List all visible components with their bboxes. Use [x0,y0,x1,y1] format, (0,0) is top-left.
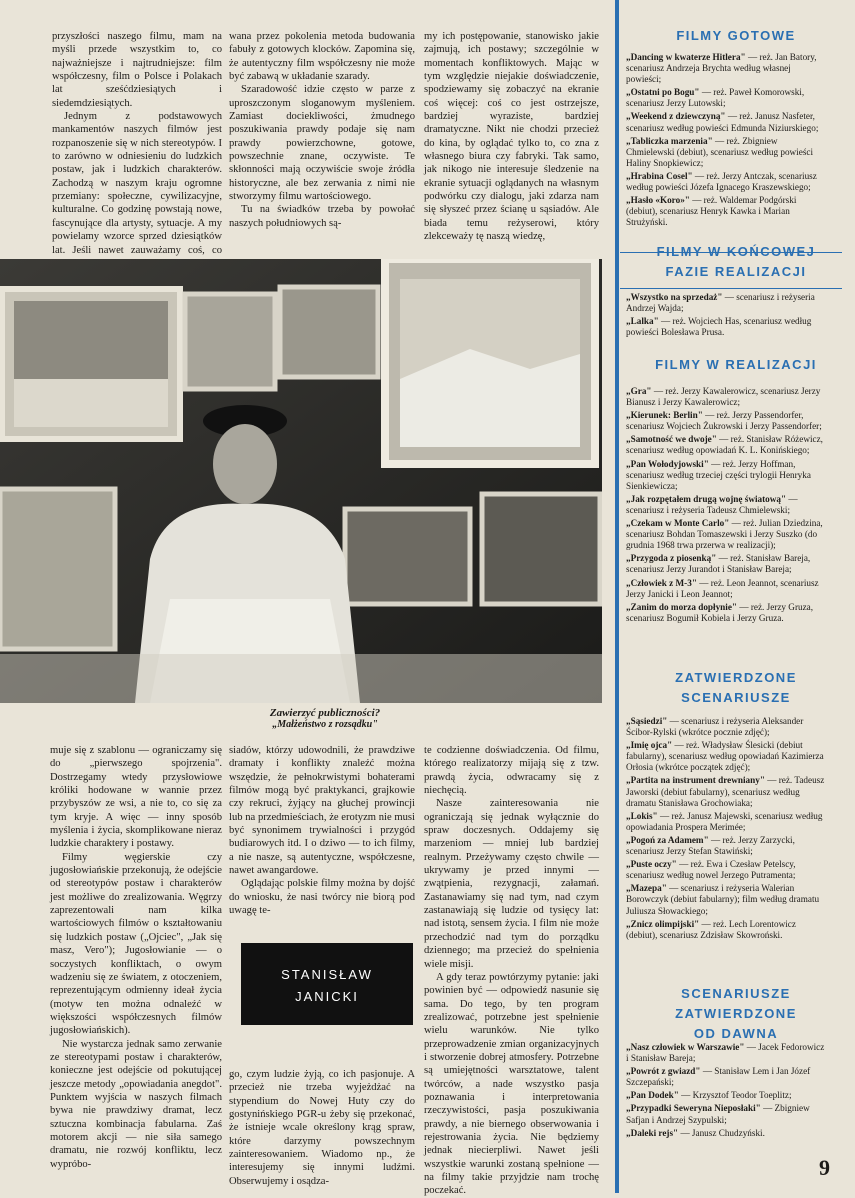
film-title: „Lokis" [626,810,658,821]
list-approved-long-ago [626,1042,826,1141]
film-title: „Sąsiedzi" [626,716,668,726]
film-title: „Kierunek: Berlin" [626,410,703,421]
film-entry [626,1090,826,1101]
film-entry [626,578,826,600]
article-column-5 [229,744,415,917]
paragraph: go, czym ludzie żyją, co ich pasjonuje. A przecież nie trzeba wyjeżdżać na stypendium do Nowej Huty czy do gostynińskiego PGR-u żeby się przekonać, że istnieje wcale określony krąg spraw, które darzymy powszechnym zainteresowaniem. Wiadomo np., że interesujemy się innymi ludźmi. Obserwujemy i osądza- [229,1069,415,1187]
film-credits: — reż. Janusz Majewski, scenariusz według opowiadania Prospera Merimée; [626,810,823,832]
article-column-1 [52,30,222,270]
film-title: „Gra" [626,386,652,396]
film-credits: — reż. Zbigniew Chmielewski (debiut), scenariusz według powieści Haliny Snopkiewicz; [626,135,814,168]
film-entry [626,775,826,808]
film-title: „Przypadki Seweryna Nieposłaki" [626,1103,761,1114]
list-approved [626,716,826,943]
film-credits: — reż. Jerzy Kawalerowicz, scenariusz Jerzy Bianusz i Jerzy Kawalerowicz; [626,386,821,408]
film-entry [626,111,826,133]
film-entry [626,835,826,857]
paragraph: muje się z szablonu — ograniczamy się do „pierwszego spojrzenia". Dostrzegamy wtedy przysłowiowe króliki hodowane w wannie przez przybyszów ze wsi, a nie to, co się za tym kryje. A więc — inny sposób myślenia i życia, skomplikowane nieraz ludzkie charaktery i postawy. [50,745,222,850]
film-title: „Dancing w kwaterze Hitlera" [626,52,746,62]
article-column-6 [424,744,599,1198]
film-credits: — Janusz Chudzyński. [678,1127,765,1138]
film-credits: — reż. Tadeusz Jaworski (debiut fabularny), scenariusz według dramatu Stanisława Grochowiaka; [626,775,825,808]
film-credits: — reż. Leon Jeannot, scenariusz Jerzy Janicki i Leon Jeannot; [626,577,819,599]
film-credits: — reż. Paweł Komorowski, scenariusz Jerzy Lutowski; [626,87,805,109]
film-title: „Daleki rejs" [626,1127,679,1138]
section-title-line: FILMY W KOŃCOWEJ [656,244,816,259]
film-title: „Człowiek z M-3" [626,577,697,588]
caption-line-2: „Małżeństwo z rozsądku" [272,719,378,730]
section-title-final-stage [620,242,852,282]
film-credits: — Stanisław Lem i Jan Józef Szczepański; [626,1066,811,1088]
film-list-sidebar [604,0,855,1193]
section-title-in-production: FILMY W REALIZACJI [655,357,817,372]
section-title-line: ZATWIERDZONE [675,1006,797,1021]
article-column-3 [424,30,599,244]
article-column-2 [229,30,415,230]
film-title: „Powrót z gwiazd" [626,1066,701,1077]
film-credits: — reż. Stanisław Różewicz, scenariusz według opowiadań K. L. Konińskiego; [626,434,823,456]
film-credits: — reż. Jan Batory, scenariusz Andrzeja Brychta według własnej powieści; [626,52,817,85]
film-credits: — reż. Stanisław Bareja, scenariusz Jerzy Jurandot i Stanisław Bareja; [626,553,811,575]
film-entry [626,171,826,193]
film-entry [626,459,826,492]
film-credits: — scenariusz i reżyseria Tadeusz Chmielewski; [626,493,798,515]
article-photo [0,259,602,703]
film-entry [626,883,826,916]
film-entry [626,811,826,833]
film-entry [626,553,826,575]
film-credits: — reż. Jerzy Passendorfer, scenariusz Wojciech Żukrowski i Jerzy Passendorfer; [626,410,822,432]
film-title: „Weekend z dziewczyną" [626,111,726,122]
film-credits: — reż. Jerzy Antczak, scenariusz według powieści Józefa Ignacego Kraszewskiego; [626,170,817,193]
caption-line-1: Zawierzyć publiczności? [269,707,381,719]
film-credits: — reż. Jerzy Zarzycki, scenariusz Jerzy Stefan Stawiński; [626,834,795,857]
film-credits: — scenariusz i reżyseria Walerian Borowczyk (debiut fabularny); film według dramatu Juliusza Słowackiego; [626,883,820,916]
film-credits: — Zbigniew Safjan i Andrzej Szypulski; [626,1103,810,1125]
film-entry [626,919,826,941]
film-entry [626,136,826,169]
film-entry [626,1066,826,1088]
photo-caption [200,707,450,731]
paragraph: te codzienne doświadczenia. Od filmu, którego realizatorzy mijają się z tzw. prawdą życia, odwracamy się z niechęcią. [424,745,599,797]
list-in-production [626,386,826,626]
film-credits: — reż. Wojciech Has, scenariusz według powieści Bolesława Prusa. [626,316,812,338]
page-number: 9 [819,1155,830,1180]
film-entry [626,316,826,338]
film-entry [626,602,826,624]
film-entry [626,716,826,738]
film-credits: — reż. Jerzy Hoffman, scenariusz według trzeciej części trylogii Henryka Sienkiewicza; [626,458,811,491]
film-entry [626,494,826,516]
film-credits: — reż. Jerzy Gruza, scenariusz Bogumił Kobiela i Jerzy Gruza. [626,601,814,623]
paragraph: A gdy teraz powtórzymy pytanie: jaki powinien być — odpowiedź nasunie się sama. Do tego, by ten program zrealizować, potrzebne jest spełnienie wielu warunków. Nie tylko przeprowadzenie zmian organizacyjnych i stworzenie dobrej atmosfery. Potrzebne są umiejętności warsztatowe, talent twórców, a nade wszystko pasja poznawania i interpretowania rzeczywistości, pasja poszukiwania prawdy, a nie biernego obserwowania i rejestrowania życia. Nie będziemy jednak niecierpliwi. Nawet jeśli wszystkie warunki zostaną spełnione — na filmy takie przyjdzie nam trochę poczekać. [424,971,599,1197]
paragraph: Szaradowość idzie często w parze z uproszczonym sloganowym myśleniem. Zamiast dociekliwości, żmudnego poszukiwania prawdy podaje się nam prawdy powierzchowne, gotowe, powszechnie znane, oczywiste. Te skłonności mają oczywiście swoje źródła historyczne, ale bez zerwania z nimi nie stworzymy filmu wartościowego. [229,84,415,203]
paragraph: Tu na świadków trzeba by powołać naszych południowych są- [229,204,415,229]
author-first-name: STANISŁAW [281,967,373,982]
film-entry [626,434,826,456]
film-credits: — scenariusz i reżyseria Andrzej Wajda; [626,292,815,314]
paragraph: siadów, którzy udowodnili, że prawdziwe dramaty i konflikty znaleźć można wszędzie, że pełnokrwistymi bohaterami filmów mogą być praktykanci, grajkowie czy rekruci, żyjący na głuchej prowincji lub na przedmieściach, że erotyzm nie musi być synonimem trywialności i przygód budiarowych itd. I o dziwo — to ich filmy, a nie nasze, są autentyczne, współczesne, nawet awangardowe. [229,745,415,877]
film-entry [626,518,826,551]
film-title: „Pan Wołodyjowski" [626,458,709,469]
section-title-line: SCENARIUSZE [681,986,791,1001]
paragraph: my ich postępowanie, stanowisko jakie zajmują, ich postawy; szczególnie w momentach konfliktowych. Mając w tym względzie niejakie doświadczenie, spodziewamy się zobaczyć na ekranie coś więcej: coś co jest ostrzejsze, bardziej wyraziste, bardziej dramatyczne. Nikt nie chodzi przecież do kina, by oglądać tylko to, co zna z własnego biura czy fabryki. Tak samo, jak nikogo nie interesuje śledzenie na ekranie sytuacji oglądanych na własnym podwórku czy dialogu, jaki zdarza nam się słyszeć przez ścianę u sąsiadów. Ale biada temu reżyserowi, który zlekceważy tę naszą wiedzę, [424,31,599,243]
film-title: „Pan Dodek" [626,1090,679,1101]
film-entry [626,1128,826,1139]
film-title: „Pogoń za Adamem" [626,834,709,845]
film-entry [626,52,826,85]
film-entry [626,859,826,881]
film-title: „Wszystko na sprzedaż" [626,292,723,302]
paragraph: przyszłości naszego filmu, mam na myśli przede wszystkim to, co najważniejsze i najtrudniejsze: film współczesny, film o Polsce i Polakach lat sześćdziesiątych i siedemdziesiątych. [52,31,222,109]
film-credits: — Jacek Fedorowicz i Stanisław Bareja; [626,1042,825,1064]
article-column-4 [50,744,222,1171]
film-title: „Hrabina Cosel" [626,170,693,181]
section-title-line: ZATWIERDZONE [675,670,797,685]
section-title-finished: FILMY GOTOWE [676,28,796,43]
film-title: „Tabliczka marzenia" [626,135,713,146]
film-title: „Imię ojca" [626,740,673,751]
film-credits: — Krzysztof Teodor Toeplitz; [678,1090,792,1101]
film-entry [626,292,826,314]
film-credits: — reż. Janusz Nasfeter, scenariusz według powieści Edmunda Niziurskiego; [626,111,819,133]
film-entry [626,1042,826,1064]
sidebar-rule [615,0,619,1193]
section-title-approved-long-ago [620,984,852,1044]
film-entry [626,195,826,228]
paragraph: Jednym z podstawowych mankamentów naszych filmów jest rozpanoszenie się w nich stereotypów. I to zarówno w odniesieniu do ludzkich postaw, jak i ludzkich charakterów. Zachodzą w naszym kraju ogromne przemiany: społeczne, cywilizacyjne, kulturalne. Co godzinę powstają nowe, fascynujące dla artysty, sytuacje. A my powielamy wzorce sprzed dziesiątków lat. Jeśli nawet zauważamy coś, co [52,111,222,256]
film-title: „Lalka" [626,316,659,327]
film-title: „Mazepa" [626,883,667,894]
paragraph: wana przez pokolenia metoda budowania fabuły z gotowych klocków. Zapomina się, że autentyczny film współczesny nie może być zabawą w układanie szarady. [229,31,415,83]
article-column-5b [229,1068,415,1188]
film-credits: — scenariusz i reżyseria Aleksander Ścibor-Rylski (wkrótce pocznie zdjęć); [626,716,804,738]
film-title: „Znicz olimpijski" [626,918,700,929]
section-title-line: FAZIE REALIZACJI [665,264,807,279]
list-finished [626,52,826,230]
film-credits: — reż. Władysław Ślesicki (debiut fabularny), scenariusz według opowiadań Kazimierza Orłosia (wkrótce początek zdjęć); [626,740,824,773]
film-title: „Ostatni po Bogu" [626,87,700,98]
film-title: „Zanim do morza dopłynie" [626,601,738,612]
film-title: „Samotność we dwoje" [626,434,717,445]
film-entry [626,87,826,109]
film-title: „Jak rozpętałem drugą wojnę światową" [626,493,787,504]
author-name-box [241,943,413,1025]
film-title: „Puste oczy" [626,859,677,870]
film-title: „Przygoda z piosenką" [626,553,717,564]
photo-illustration [0,259,602,703]
paragraph: Nasze zainteresowania nie ograniczają się jednak wyłącznie do spraw doczesnych. Oddajemy się marzeniom — mniej lub bardziej realnym. Przeżywamy często chwile — ukrywamy je przed innymi — zwątpienia, rezygnacji, załamań. Zastanawiamy się nad tym, nad czym zastanawiają się ludzie od tysięcy lat: nad istotą, sensem życia. I film nie może przechodzić nad tym do porządku dziennego; ma przecież do spełnienia wiele misji. [424,798,599,970]
paragraph: Oglądając polskie filmy można by dojść do wniosku, że nasi twórcy nie biorą pod uwagę te- [229,878,415,917]
film-credits: — reż. Julian Dziedzina, scenariusz Bohdan Tomaszewski i Jerzy Suszko (do grudnia 1968 trwa przerwa w realizacji); [626,518,823,551]
paragraph: Filmy węgierskie czy jugosłowiańskie przekonują, że odejście od stereotypów postaw i charakterów jest możliwe do zrealizowania. Węgrzy zaprezentowali nam kilka wartościowych filmów o kształtowaniu się ludzkich postaw („Ojciec", „Jak się masz, Vero"); Jugosłowianie — o soczystych konfliktach, o owym wadzeniu się ze światem, z otoczeniem, reprezentującym odmienny ideał życia (motyw ten można odnaleźć w większości współczesnych filmów jugosłowiańskich). [50,851,222,1037]
film-title: „Czekam w Monte Carlo" [626,518,730,529]
film-credits: — reż. Lech Lorentowicz (debiut), scenariusz Zdzisław Skowroński. [626,918,796,940]
section-title-line: SCENARIUSZE [681,690,791,705]
section-title-line: OD DAWNA [693,1026,779,1041]
film-entry [626,386,826,408]
divider [620,288,842,289]
film-entry [626,1103,826,1125]
paragraph: Nie wystarcza jednak samo zerwanie ze stereotypami postaw i charakterów, konieczne jest odejście od pokutującej jeszcze metody „opowiadania anegdot". Punktem wyjścia w naszych filmach bywa nie prawdziwy dramat, lecz sztuczna kombinacja fabularna. Zaś motorem akcji — nie siła samego dramatu, nie rozwój konfliktu, lecz wypróbo- [50,1038,222,1170]
film-entry [626,740,826,773]
film-credits: — reż. Waldemar Podgórski (debiut), scenariusz Henryk Kawka i Marian Strużyński. [626,195,797,228]
section-title-approved [620,668,852,708]
film-entry [626,410,826,432]
film-title: „Partita na instrument drewniany" [626,775,765,786]
film-title: „Nasz człowiek w Warszawie" [626,1042,745,1052]
list-final-stage [626,292,826,340]
film-title: „Hasło «Koro»" [626,195,690,206]
author-last-name: JANICKI [295,989,359,1004]
film-credits: — reż. Ewa i Czesław Petelscy, scenariusz według nowel Jerzego Putramenta; [626,859,796,881]
